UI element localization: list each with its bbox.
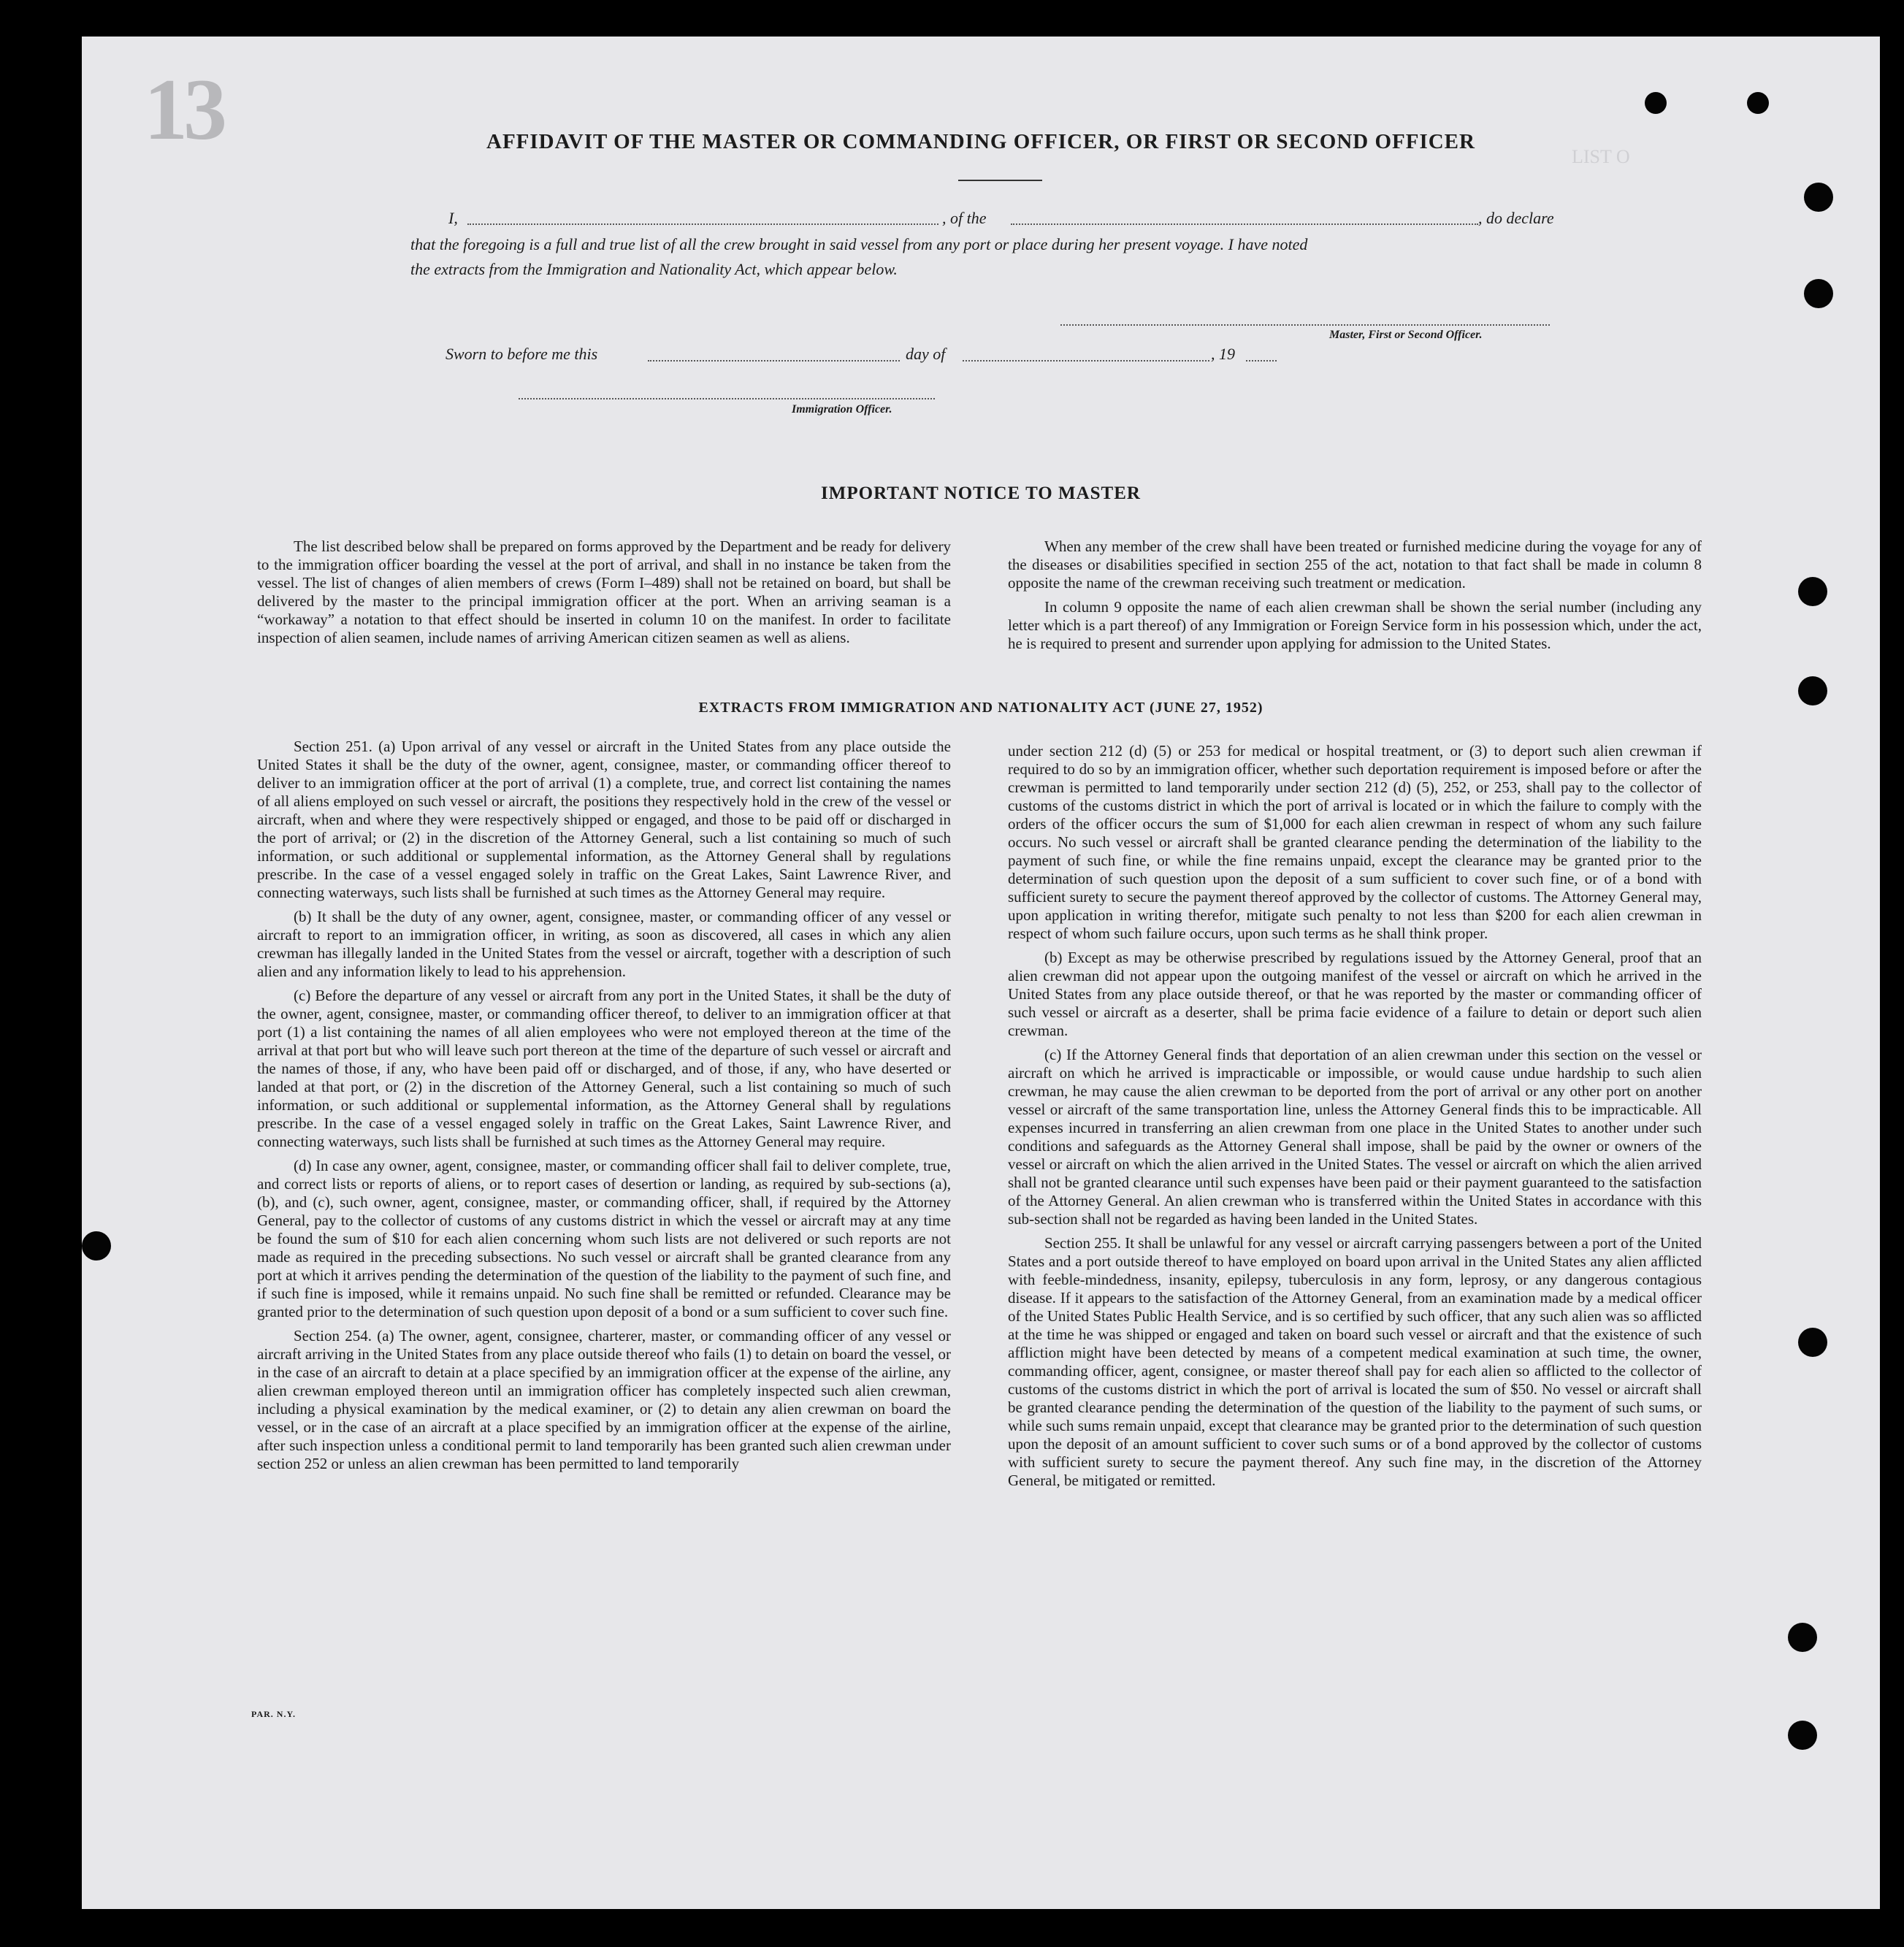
section-254-a: Section 254. (a) The owner, agent, consignee, charterer, master, or commanding officer of any vessel or aircraft arriving in the United States from any place outside thereof who fails (1) to detain on board the vessel, or in the case of an aircraft to detain at a place specified by an immigration officer at the expense of the airline, any alien crewman employed thereon until an immigration officer has completely inspected such alien crewman, including a physical examination by the medical examiner, or (2) to detain any alien crewman on board the vessel, or in the case of an aircraft at a place specified by an immigration officer at the expense of the airline, after such inspection unless a conditional permit to land temporarily has been granted such alien crewman under section 252 or unless an alien crewman has been permitted to land temporarily bbox=[257, 1327, 951, 1472]
document-page bbox=[82, 37, 1880, 1909]
label-of-the: , of the bbox=[942, 209, 987, 227]
punch-hole bbox=[1645, 92, 1667, 114]
punch-hole bbox=[1747, 92, 1769, 114]
punch-hole bbox=[82, 1231, 111, 1261]
title-underline bbox=[958, 180, 1042, 181]
bleed-through-text: LIST O bbox=[1572, 146, 1630, 167]
punch-hole bbox=[1798, 1328, 1827, 1357]
page-number-stamp: 13 bbox=[144, 61, 223, 158]
section-254-a-cont: under section 212 (d) (5) or 253 for medical or hospital treatment, or (3) to deport such alien crewman if required to do so by an immigration officer, whether such deportation requirement is imposed before or after the crewman is permitted to land temporarily under section 212 (d) (5), 252, or 253, shall pay to the collector of customs of the customs district in which the port of arrival is located or in which the failure to comply with the orders of the officer occurs the sum of $1,000 for each alien crewman in respect of whom any such failure occurs. No such vessel or aircraft shall be granted clearance pending the determination of the liability to the payment of such fine, or while the fine remains unpaid, except the clearance may be granted prior to the determination of such question upon the deposit of a sum sufficient to cover such fine, or of a bond with sufficient surety to secure the payment thereof approved by the collector of customs. The Attorney General may, upon application in writing therefor, mitigate such penalty to not less than $200 for each alien crewman in respect of whom such failure occurs, upon such terms as he shall think proper. bbox=[1008, 742, 1702, 942]
section-254-b: (b) Except as may be otherwise prescribed by regulations issued by the Attorney General, proof that an alien crewman did not appear upon the outgoing manifest of the vessel or aircraft on which he arrived in the United States from any place outside thereof, or that he was reported by the master or commanding officer of such vessel or aircraft as a deserter, shall be prima facie evidence of a failure to detain or deport such alien crewman. bbox=[1008, 949, 1702, 1039]
section-251-b: (b) It shall be the duty of any owner, agent, consignee, master, or commanding officer of any vessel or aircraft to report to an immigration officer, in writing, as soon as discovered, all cases in which any alien crewman has illegally landed in the United States from the vessel or aircraft, together with a description of such alien and any information likely to lead to his apprehension. bbox=[257, 908, 951, 980]
label-year: , 19 bbox=[1211, 345, 1235, 363]
punch-hole bbox=[1804, 183, 1833, 212]
label-do-declare: , do declare bbox=[1478, 209, 1554, 227]
notice-left-column bbox=[257, 538, 951, 653]
section-251-a: Section 251. (a) Upon arrival of any vessel or aircraft in the United States from any place outside the United States it shall be the duty of the owner, agent, consignee, master, or commanding officer thereof to deliver to an immigration officer at the port of arrival (1) a complete, true, and correct list containing the names of all aliens employed on such vessel or aircraft, the positions they respectively hold in the crew of the vessel or aircraft, when and where they were respectively shipped or engaged, and those to be paid off or discharged in the port of arrival; or (2) in the discretion of the Attorney General, such a list containing so much of such information, or such additional or supplemental information, as the Attorney General shall by regulations prescribe. In the case of a vessel engaged solely in traffic on the Great Lakes, Saint Lawrence River, and connecting waterways, such lists shall be furnished at such times as the Attorney General may require. bbox=[257, 738, 951, 901]
affidavit-title: AFFIDAVIT OF THE MASTER OR COMMANDING OFFICER, OR FIRST OR SECOND OFFICER bbox=[486, 130, 1475, 153]
extracts-left-column bbox=[257, 738, 951, 1479]
section-251-c: (c) Before the departure of any vessel or aircraft from any port in the United States, it shall be the duty of the owner, agent, consignee, master, or commanding officer thereof, to deliver to an immigration officer at that port (1) a list containing the names of all alien employees who were not employed thereon at the time of the arrival at that port but who will leave such port thereon at the time of the departure of such vessel or aircraft and the names of those, if any, who have been paid off or discharged, and of those, if any, who have deserted or landed at that port, or (2) in the discretion of the Attorney General, such a list containing so much of such information, or such additional or supplemental information, as the Attorney General shall by regulations prescribe. In the case of a vessel engaged solely in traffic on the Great Lakes, Saint Lawrence River, and connecting waterways, such lists shall be furnished at such times as the Attorney General may require. bbox=[257, 987, 951, 1150]
extracts-right-column bbox=[1008, 742, 1702, 1496]
label-day-of: day of bbox=[906, 345, 946, 363]
section-254-c: (c) If the Attorney General finds that deportation of an alien crewman under this section on the vessel or aircraft on which he arrived is impracticable or impossible, or would cause undue hardship to such alien crewman, he may cause the alien crewman to be deported from the port of arrival or any other port on another vessel or aircraft of the same transportation line, unless the Attorney General finds this to be impracticable. All expenses incurred in transferring an alien crewman from one place in the United States to another under such conditions and safeguards as the Attorney General shall impose, shall be paid by the owner or owners of the vessel or aircraft on which the alien arrived in the United States. The vessel or aircraft on which the alien arrived shall not be granted clearance until such expenses have been paid or their payment guaranteed to the satisfaction of the Attorney General. An alien crewman who is transferred within the United States in accordance with this sub-section shall not be regarded as having been landed in the United States. bbox=[1008, 1046, 1702, 1228]
section-251-d: (d) In case any owner, agent, consignee, master, or commanding officer shall fail to deliver complete, true, and correct lists or reports of aliens, or to report cases of desertion or landing, as required by sub-sections (a), (b), and (c), such owner, agent, consignee, master, or commanding officer, shall, if required by the Attorney General, pay to the collector of customs of any customs district in which the vessel or aircraft may at any time be found the sum of $10 for each alien concerning whom such lists are not delivered or such reports are not made as required in the preceding subsections. No such vessel or aircraft shall be granted clearance from any port at which it arrives pending the determination of the question of the liability to the payment of such fine, and if such fine is imposed, while it remains unpaid. No such fine shall be remitted or refunded. Clearance may be granted prior to the determination of such question upon deposit of a bond or a sum sufficient to cover such fine. bbox=[257, 1157, 951, 1320]
vessel-field[interactable] bbox=[1011, 223, 1478, 225]
notice-left-text: The list described below shall be prepared on forms approved by the Department and be ready for delivery to the immigration officer boarding the vessel at the port of arrival, and shall in no instance be taken from the vessel. The list of changes of alien members of crews (Form I–489) shall not be retained on board, but shall be delivered by the master to the principal immigration officer at the port. When an arriving seaman is a “workaway” a notation to that effect should be inserted in column 10 on the manifest. In order to facilitate inspection of alien seamen, include names of arriving American citizen seamen as well as aliens. bbox=[257, 538, 951, 646]
name-field[interactable] bbox=[467, 223, 938, 225]
label-master-signature: Master, First or Second Officer. bbox=[1329, 329, 1483, 341]
sworn-month-field[interactable] bbox=[963, 360, 1209, 362]
immigration-officer-signature-line[interactable] bbox=[519, 398, 935, 399]
notice-title: IMPORTANT NOTICE TO MASTER bbox=[821, 483, 1141, 503]
label-i: I, bbox=[448, 209, 458, 227]
notice-right-text-1: When any member of the crew shall have been treated or furnished medicine during the voyage for any of the diseases or disabilities specified in section 255 of the act, notation to that fact shall be made in column 8 opposite the name of the crewman receiving such treatment or medication. bbox=[1008, 538, 1702, 592]
master-signature-line[interactable] bbox=[1060, 324, 1550, 326]
section-255: Section 255. It shall be unlawful for any vessel or aircraft carrying passengers between a port of the United States and a port outside thereof to have employed on board upon arrival in the United States any alien afflicted with feeble-mindedness, insanity, epilepsy, tuberculosis in any form, leprosy, or any dangerous contagious disease. If it appears to the satisfaction of the Attorney General, from an examination made by a medical officer of the United States Public Health Service, and is so certified by such officer, that any such alien was so afflicted at the time he was shipped or engaged and taken on board such vessel or aircraft and that the existence of such affliction might have been detected by means of a competent medical examination at such time, the owner, commanding officer, agent, consignee, or master thereof shall pay for each alien so afflicted to the collector of customs of the customs district in which the port of arrival is located the sum of $50. No vessel or aircraft shall be granted clearance pending the determination of the question of the liability to the payment of such sums, or while such sums remain unpaid, except that clearance may be granted prior to the determination of such question upon the deposit of an amount sufficient to cover such sums or of a bond approved by the collector of customs with sufficient surety to secure the payment thereof. Any such fine may, in the discretion of the Attorney General, be mitigated or remitted. bbox=[1008, 1234, 1702, 1489]
punch-hole bbox=[1798, 676, 1827, 705]
notice-right-text-2: In column 9 opposite the name of each alien crewman shall be shown the serial number (including any letter which is a part thereof) of any Immigration or Foreign Service form in his possession which, under the act, he is required to present and surrender upon applying for admission to the United States. bbox=[1008, 598, 1702, 652]
punch-hole bbox=[1798, 577, 1827, 606]
notice-right-column bbox=[1008, 538, 1702, 659]
affidavit-line-2: that the foregoing is a full and true list of all the crew brought in said vessel from any port or place during her present voyage. I have noted bbox=[410, 235, 1308, 253]
punch-hole bbox=[1788, 1721, 1817, 1750]
punch-hole bbox=[1788, 1623, 1817, 1652]
printer-imprint: PAR. N.Y. bbox=[251, 1709, 297, 1719]
extracts-title: EXTRACTS FROM IMMIGRATION AND NATIONALITY ACT (JUNE 27, 1952) bbox=[698, 700, 1263, 716]
affidavit-line-3: the extracts from the Immigration and Nationality Act, which appear below. bbox=[410, 260, 898, 278]
sworn-year-field[interactable] bbox=[1246, 360, 1277, 362]
punch-hole bbox=[1804, 279, 1833, 308]
label-immigration-officer: Immigration Officer. bbox=[792, 403, 892, 416]
sworn-day-field[interactable] bbox=[648, 360, 900, 362]
label-sworn: Sworn to before me this bbox=[446, 345, 598, 363]
